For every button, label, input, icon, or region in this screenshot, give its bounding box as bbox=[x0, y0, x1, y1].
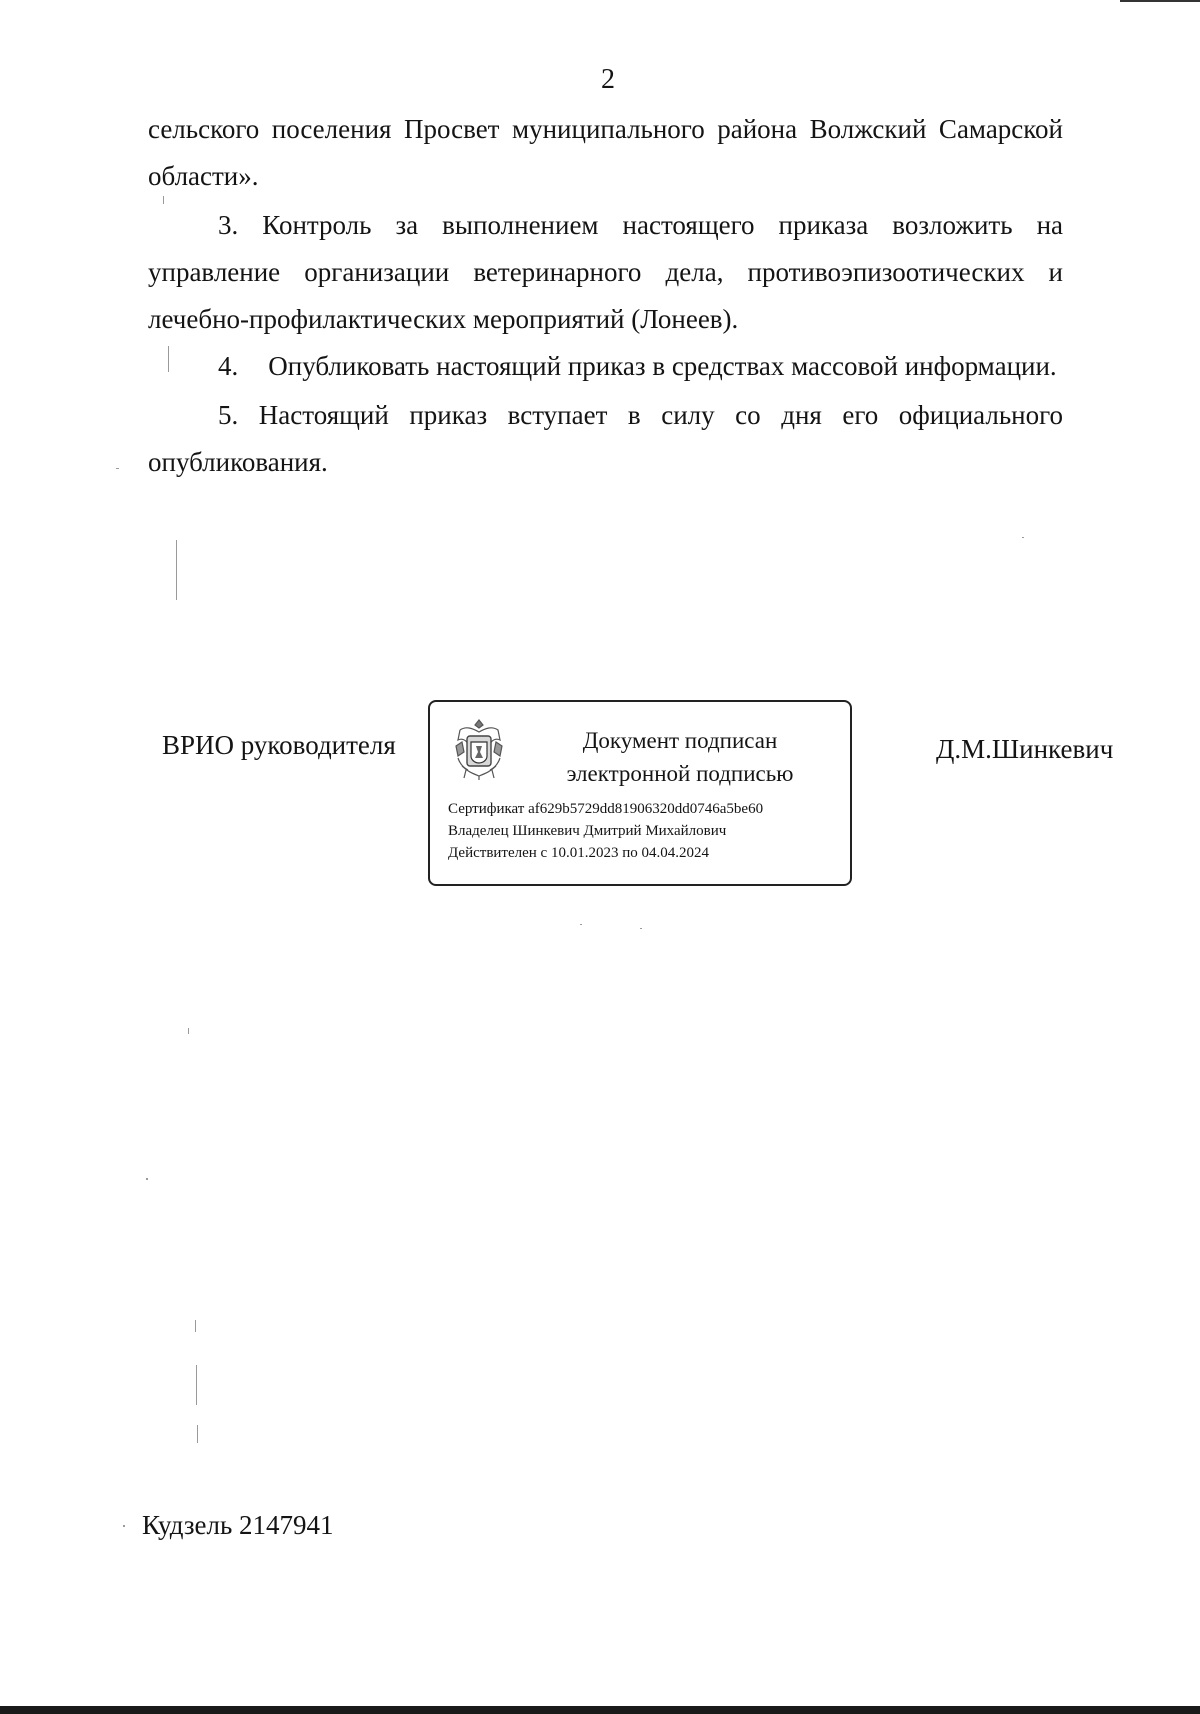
paragraph-3 bbox=[148, 202, 1063, 343]
stamp-title bbox=[530, 724, 830, 790]
stamp-title-line-1: Документ подписан bbox=[582, 728, 778, 753]
page-number: 2 bbox=[601, 64, 615, 95]
scan-speck bbox=[640, 928, 642, 929]
paragraph-4-number: 4. bbox=[218, 351, 239, 381]
electronic-signature-stamp bbox=[428, 700, 852, 886]
signature-block bbox=[0, 700, 1200, 900]
scan-edge-bottom bbox=[0, 1706, 1200, 1714]
scan-speck bbox=[123, 1525, 125, 1527]
scan-speck bbox=[195, 1320, 196, 1332]
paragraph-continuation: сельского поселения Просвет муниципального района Волжский Самарской области». bbox=[148, 114, 1063, 191]
scan-speck bbox=[1022, 537, 1024, 538]
paragraph-3-number: 3. bbox=[218, 210, 239, 240]
paragraph-5-text: Настоящий приказ вступает в силу со дня его официального опубликования. bbox=[148, 400, 1063, 477]
document-body bbox=[148, 106, 1063, 486]
stamp-title-line-2: электронной подписью bbox=[566, 761, 794, 786]
paragraph-4 bbox=[148, 343, 1063, 390]
position-title: ВРИО руководителя bbox=[162, 730, 396, 760]
coat-of-arms-icon bbox=[452, 716, 506, 782]
signer-name: Д.М.Шинкевич bbox=[936, 734, 1114, 764]
scan-speck bbox=[196, 1365, 197, 1405]
stamp-owner: Владелец Шинкевич Дмитрий Михайлович bbox=[448, 823, 727, 839]
scan-speck bbox=[163, 196, 164, 204]
paragraph-3-text: Контроль за выполнением настоящего приказа возложить на управление организации ветеринарного дела, противоэпизоотических и лечебно-профилактических мероприятий (Лонеев). bbox=[148, 210, 1063, 334]
scan-speck bbox=[116, 468, 119, 469]
scan-speck bbox=[176, 540, 177, 600]
scan-speck bbox=[197, 1425, 198, 1443]
scan-speck bbox=[580, 924, 582, 925]
paragraph-5 bbox=[148, 392, 1063, 486]
scan-speck bbox=[168, 346, 169, 372]
paragraph-5-number: 5. bbox=[218, 400, 239, 430]
scan-edge-top bbox=[1120, 0, 1200, 2]
stamp-validity: Действителен с 10.01.2023 по 04.04.2024 bbox=[448, 845, 709, 861]
scan-speck bbox=[188, 1028, 189, 1034]
scan-speck bbox=[146, 1178, 148, 1180]
stamp-details bbox=[448, 798, 763, 864]
executor-info: Кудзель 2147941 bbox=[142, 1510, 334, 1540]
paragraph-4-text: Опубликовать настоящий приказ в средствах массовой информации. bbox=[268, 351, 1057, 381]
stamp-certificate: Сертификат af629b5729dd81906320dd0746a5be60 bbox=[448, 801, 764, 817]
